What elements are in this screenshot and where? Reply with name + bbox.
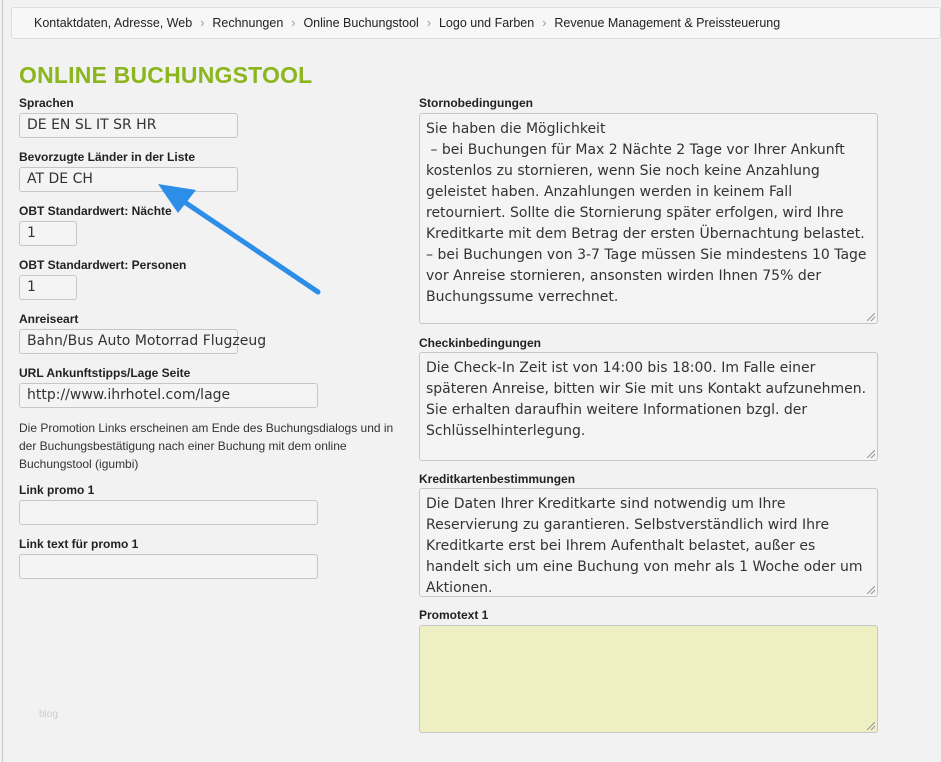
breadcrumb-contact[interactable]: Kontaktdaten, Adresse, Web bbox=[34, 16, 193, 30]
url-input[interactable]: http://www.ihrhotel.com/lage bbox=[19, 383, 318, 408]
cancellation-label: Stornobedingungen bbox=[419, 96, 533, 110]
breadcrumb-booking-tool[interactable]: Online Buchungstool bbox=[303, 16, 419, 30]
countries-input[interactable]: AT DE CH bbox=[19, 167, 238, 192]
url-label: URL Ankunftstipps/Lage Seite bbox=[19, 366, 191, 380]
languages-label: Sprachen bbox=[19, 96, 74, 110]
persons-label: OBT Standardwert: Personen bbox=[19, 258, 187, 272]
checkin-text: Die Check-In Zeit ist von 14:00 bis 18:00. Im Falle einer späteren Anreise, bitten wir Sie mit uns Kontakt aufzunehmen. Sie erhalten daraufhin weitere Informationen bzgl. der Schlüsselhinterlegung. bbox=[426, 360, 871, 439]
breadcrumb-revenue[interactable]: Revenue Management & Preissteuerung bbox=[554, 16, 781, 30]
watermark: blog bbox=[39, 709, 58, 720]
credit-card-label: Kreditkartenbestimmungen bbox=[419, 472, 576, 486]
checkin-label: Checkinbedingungen bbox=[419, 336, 542, 350]
credit-card-text: Die Daten Ihrer Kreditkarte sind notwendig um Ihre Reservierung zu garantieren. Selbstverständlich wird Ihre Kreditkarte erst bei Ihrem Aufenthalt belastet, außer es handelt sich um eine Buchung von mehr als 1 Woche oder um Aktionen. bbox=[426, 496, 867, 596]
languages-input[interactable]: DE EN SL IT SR HR bbox=[19, 113, 238, 138]
promotion-note: Die Promotion Links erscheinen am Ende des Buchungsdialogs und in der Buchungsbestätigung nach einer Buchung mit dem online Buchungstool (igumbi) bbox=[19, 421, 394, 471]
link-promo-label: Link promo 1 bbox=[19, 483, 95, 497]
travel-mode-label: Anreiseart bbox=[19, 312, 79, 326]
link-text-label: Link text für promo 1 bbox=[19, 537, 139, 551]
promotext-label: Promotext 1 bbox=[419, 608, 489, 622]
nights-label: OBT Standardwert: Nächte bbox=[19, 204, 172, 218]
breadcrumb-separator: › bbox=[200, 16, 205, 30]
breadcrumb-separator: › bbox=[542, 16, 547, 30]
breadcrumb-logo-colors[interactable]: Logo und Farben bbox=[438, 16, 535, 30]
countries-label: Bevorzugte Länder in der Liste bbox=[19, 150, 196, 164]
travel-mode-input[interactable]: Bahn/Bus Auto Motorrad Flugzeug bbox=[19, 329, 238, 354]
persons-input[interactable]: 1 bbox=[19, 275, 77, 300]
breadcrumb-invoices[interactable]: Rechnungen bbox=[212, 16, 284, 30]
breadcrumb-separator: › bbox=[426, 16, 431, 30]
nights-input[interactable]: 1 bbox=[19, 221, 77, 246]
page-title: ONLINE BUCHUNGSTOOL bbox=[19, 62, 313, 88]
breadcrumb-separator: › bbox=[291, 16, 296, 30]
cancellation-text: Sie haben die Möglichkeit – bei Buchungen für Max 2 Nächte 2 Tage vor Ihrer Ankunft kostenlos zu stornieren, wenn Sie noch keine Anzahlung geleistet haben. Anzahlungen werden in keinem Fall retourniert. Sollte die Stornierung später erfolgen, wird Ihre Kreditkarte mit dem Betrag der ersten Übernachtung belastet. – bei Buchungen von 3-7 Tage müssen Sie mindestens 10 Tage vor Anreise stornieren, ansonsten wirden Ihnen 75% der Buchungssume verrechnet. bbox=[426, 121, 867, 305]
